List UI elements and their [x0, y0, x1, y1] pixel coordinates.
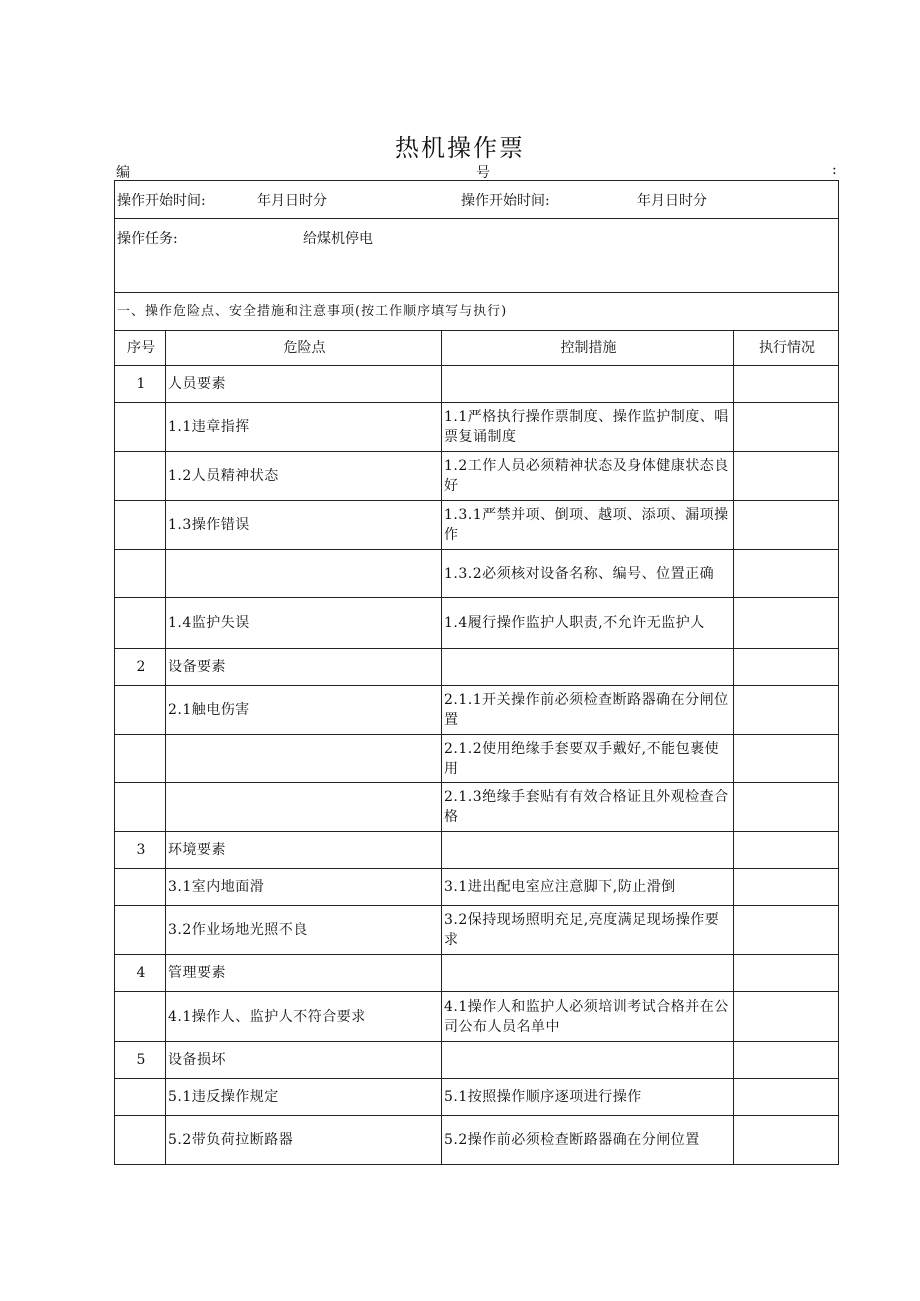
page-title: 热机操作票	[395, 134, 525, 162]
row-control: 2.1.3绝缘手套贴有有效合格证且外观检查合格	[442, 783, 734, 832]
row-status[interactable]	[734, 906, 839, 955]
row-control: 2.1.1开关操作前必须检查断路器确在分闸位置	[442, 686, 734, 735]
header-status: 执行情况	[734, 331, 839, 366]
row-status[interactable]	[734, 366, 839, 403]
number-label-left: 编	[116, 165, 130, 181]
start-time-label-1: 操作开始时间:	[117, 193, 206, 209]
row-seq	[115, 686, 166, 735]
row-control: 5.2操作前必须检查断路器确在分闸位置	[442, 1116, 734, 1165]
row-status[interactable]	[734, 1116, 839, 1165]
row-status[interactable]	[734, 649, 839, 686]
table-row	[115, 501, 839, 550]
table-row	[115, 906, 839, 955]
row-status[interactable]	[734, 832, 839, 869]
row-seq	[115, 550, 166, 598]
row-control: 1.1严格执行操作票制度、操作监护制度、唱票复诵制度	[442, 403, 734, 452]
row-seq: 5	[115, 1042, 166, 1079]
start-time-label-2: 操作开始时间:	[461, 193, 550, 209]
row-risk: 环境要素	[166, 832, 442, 869]
start-time-row	[115, 181, 839, 219]
row-status[interactable]	[734, 452, 839, 501]
table-row	[115, 735, 839, 783]
section-title: 一、操作危险点、安全措施和注意事项(按工作顺序填写与执行)	[115, 293, 839, 331]
table-row	[115, 649, 839, 686]
table-row	[115, 403, 839, 452]
row-risk: 设备损坏	[166, 1042, 442, 1079]
number-label-mid: 号	[476, 165, 490, 181]
table-row	[115, 869, 839, 906]
row-seq	[115, 783, 166, 832]
row-risk: 3.2作业场地光照不良	[166, 906, 442, 955]
row-seq	[115, 598, 166, 649]
row-seq	[115, 1079, 166, 1116]
row-status[interactable]	[734, 1079, 839, 1116]
row-control: 5.1按照操作顺序逐项进行操作	[442, 1079, 734, 1116]
row-control: 3.2保持现场照明充足,亮度满足现场操作要求	[442, 906, 734, 955]
table-row	[115, 366, 839, 403]
number-colon: :	[832, 162, 837, 178]
row-risk: 设备要素	[166, 649, 442, 686]
row-control: 1.3.2必须核对设备名称、编号、位置正确	[442, 550, 734, 598]
row-status[interactable]	[734, 869, 839, 906]
table-row	[115, 452, 839, 501]
start-time-value-1[interactable]: 年月日时分	[257, 193, 327, 209]
row-risk: 4.1操作人、监护人不符合要求	[166, 992, 442, 1042]
row-control: 1.4履行操作监护人职责,不允许无监护人	[442, 598, 734, 649]
header-seq: 序号	[115, 331, 166, 366]
table-row	[115, 1079, 839, 1116]
task-value[interactable]: 给煤机停电	[303, 231, 373, 247]
row-seq	[115, 735, 166, 783]
row-control: 4.1操作人和监护人必须培训考试合格并在公司公布人员名单中	[442, 992, 734, 1042]
row-risk: 1.3操作错误	[166, 501, 442, 550]
table-row	[115, 598, 839, 649]
table-row	[115, 783, 839, 832]
row-control: 3.1进出配电室应注意脚下,防止滑倒	[442, 869, 734, 906]
header-risk: 危险点	[166, 331, 442, 366]
row-risk: 管理要素	[166, 955, 442, 992]
row-seq	[115, 452, 166, 501]
row-control: 2.1.2使用绝缘手套要双手戴好,不能包裹使用	[442, 735, 734, 783]
row-seq	[115, 906, 166, 955]
table-row	[115, 686, 839, 735]
row-seq	[115, 501, 166, 550]
table-row	[115, 832, 839, 869]
row-seq	[115, 1116, 166, 1165]
row-status[interactable]	[734, 550, 839, 598]
row-risk: 3.1室内地面滑	[166, 869, 442, 906]
row-seq: 3	[115, 832, 166, 869]
row-seq: 2	[115, 649, 166, 686]
row-risk: 5.1违反操作规定	[166, 1079, 442, 1116]
row-status[interactable]	[734, 1042, 839, 1079]
row-status[interactable]	[734, 735, 839, 783]
row-control: 1.2工作人员必须精神状态及身体健康状态良好	[442, 452, 734, 501]
table-row	[115, 992, 839, 1042]
row-risk: 1.2人员精神状态	[166, 452, 442, 501]
row-status[interactable]	[734, 955, 839, 992]
row-risk: 5.2带负荷拉断路器	[166, 1116, 442, 1165]
row-risk: 1.1违章指挥	[166, 403, 442, 452]
row-status[interactable]	[734, 783, 839, 832]
task-row	[115, 219, 839, 293]
row-status[interactable]	[734, 598, 839, 649]
row-status[interactable]	[734, 992, 839, 1042]
row-risk	[166, 783, 442, 832]
row-seq: 1	[115, 366, 166, 403]
header-control: 控制措施	[442, 331, 734, 366]
row-risk: 人员要素	[166, 366, 442, 403]
row-control	[442, 955, 734, 992]
row-control	[442, 366, 734, 403]
table-row	[115, 550, 839, 598]
table-row	[115, 1042, 839, 1079]
table-row	[115, 1116, 839, 1165]
operation-ticket-table	[114, 180, 839, 1165]
row-control	[442, 832, 734, 869]
ticket-number-line	[116, 162, 838, 180]
task-label: 操作任务:	[117, 231, 178, 247]
table-row	[115, 955, 839, 992]
row-seq: 4	[115, 955, 166, 992]
row-risk	[166, 735, 442, 783]
start-time-value-2[interactable]: 年月日时分	[637, 193, 707, 209]
row-seq	[115, 869, 166, 906]
row-control: 1.3.1严禁并项、倒项、越项、添项、漏项操作	[442, 501, 734, 550]
row-control	[442, 649, 734, 686]
row-risk: 2.1触电伤害	[166, 686, 442, 735]
row-risk	[166, 550, 442, 598]
row-control	[442, 1042, 734, 1079]
row-seq	[115, 403, 166, 452]
row-status[interactable]	[734, 686, 839, 735]
risk-rows	[115, 366, 839, 1165]
row-seq	[115, 992, 166, 1042]
row-status[interactable]	[734, 403, 839, 452]
row-status[interactable]	[734, 501, 839, 550]
row-risk: 1.4监护失误	[166, 598, 442, 649]
